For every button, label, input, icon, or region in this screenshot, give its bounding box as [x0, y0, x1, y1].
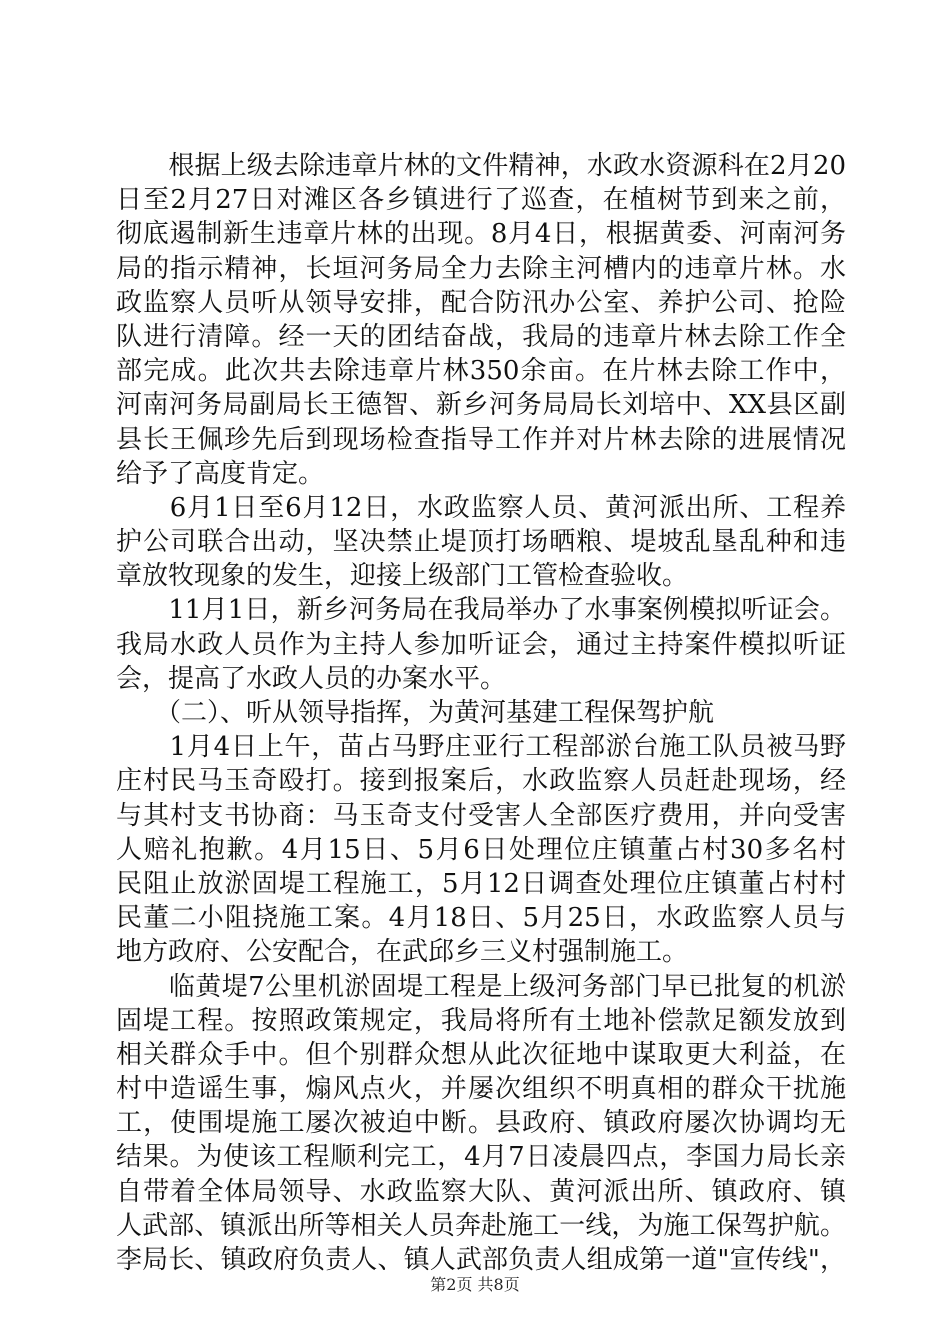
text-line: 人赔礼抱歉。4月15日、5月6日处理位庄镇董占村30多名村 [116, 834, 846, 865]
text-line: 李局长、镇政府负责人、镇人武部负责人组成第一道"宣传线"， [116, 1245, 846, 1275]
text-line: 固堤工程。按照政策规定，我局将所有土地补偿款足额发放到 [116, 1005, 846, 1036]
text-line: 临黄堤7公里机淤固堤工程是上级河务部门早已批复的机淤 [116, 971, 846, 1002]
text-line: 日至2月27日对滩区各乡镇进行了巡查，在植树节到来之前， [116, 185, 846, 216]
text-line: （二）、听从领导指挥，为黄河基建工程保驾护航 [116, 698, 715, 728]
text-line: 地方政府、公安配合，在武邱乡三义村强制施工。 [116, 937, 689, 968]
text-line: 工，使围堤施工屡次被迫中断。县政府、镇政府屡次协调均无 [116, 1108, 846, 1139]
text-line: 相关群众手中。但个别群众想从此次征地中谋取更大利益，在 [116, 1039, 846, 1070]
page-footer: 第2页 共8页 [430, 1275, 520, 1294]
text-line: 政监察人员听从领导安排，配合防汛办公室、养护公司、抢险 [116, 287, 846, 318]
text-line: 民董二小阻挠施工案。4月18日、5月25日，水政监察人员与 [116, 903, 846, 934]
text-line: 结果。为使该工程顺利完工，4月7日凌晨四点，李国力局长亲 [116, 1142, 846, 1173]
text-line: 与其村支书协商：马玉奇支付受害人全部医疗费用，并向受害 [116, 800, 846, 831]
text-line: 自带着全体局领导、水政监察大队、黄河派出所、镇政府、镇 [116, 1176, 846, 1207]
text-line: 部完成。此次共去除违章片林350余亩。在片林去除工作中， [116, 356, 846, 387]
text-line: 河南河务局副局长王德智、新乡河务局局长刘培中、XX县区副 [116, 390, 846, 421]
text-line: 1月4日上午，苗占马野庄亚行工程部淤台施工队员被马野 [116, 732, 846, 763]
text-line: 根据上级去除违章片林的文件精神，水政水资源科在2月20 [116, 151, 846, 181]
text-line: 队进行清障。经一天的团结奋战，我局的违章片林去除工作全 [116, 321, 846, 352]
text-line: 章放牧现象的发生，迎接上级部门工管检查验收。 [116, 561, 689, 592]
text-line: 民阻止放淤固堤工程施工，5月12日调查处理位庄镇董占村村 [116, 868, 846, 899]
text-line: 会，提高了水政人员的办案水平。 [116, 663, 507, 694]
text-line: 庄村民马玉奇殴打。接到报案后，水政监察人员赶赴现场，经 [116, 766, 846, 797]
document-body [116, 149, 846, 1277]
text-line: 局的指示精神，长垣河务局全力去除主河槽内的违章片林。水 [116, 253, 846, 284]
text-line: 村中造谣生事，煽风点火，并屡次组织不明真相的群众干扰施 [116, 1074, 846, 1105]
text-line: 给予了高度肯定。 [116, 458, 325, 489]
text-line: 11月1日，新乡河务局在我局举办了水事案例模拟听证会。 [116, 595, 846, 626]
text-line: 人武部、镇派出所等相关人员奔赴施工一线，为施工保驾护航。 [116, 1210, 846, 1241]
text-line: 6月1日至6月12日，水政监察人员、黄河派出所、工程养 [116, 492, 846, 523]
text-line: 彻底遏制新生违章片林的出现。8月4日，根据黄委、河南河务 [116, 219, 846, 250]
text-line: 县长王佩珍先后到现场检查指导工作并对片林去除的进展情况 [116, 424, 846, 455]
text-line: 护公司联合出动，坚决禁止堤顶打场晒粮、堤坡乱垦乱种和违 [116, 527, 846, 558]
text-line: 我局水政人员作为主持人参加听证会，通过主持案件模拟听证 [116, 629, 846, 660]
